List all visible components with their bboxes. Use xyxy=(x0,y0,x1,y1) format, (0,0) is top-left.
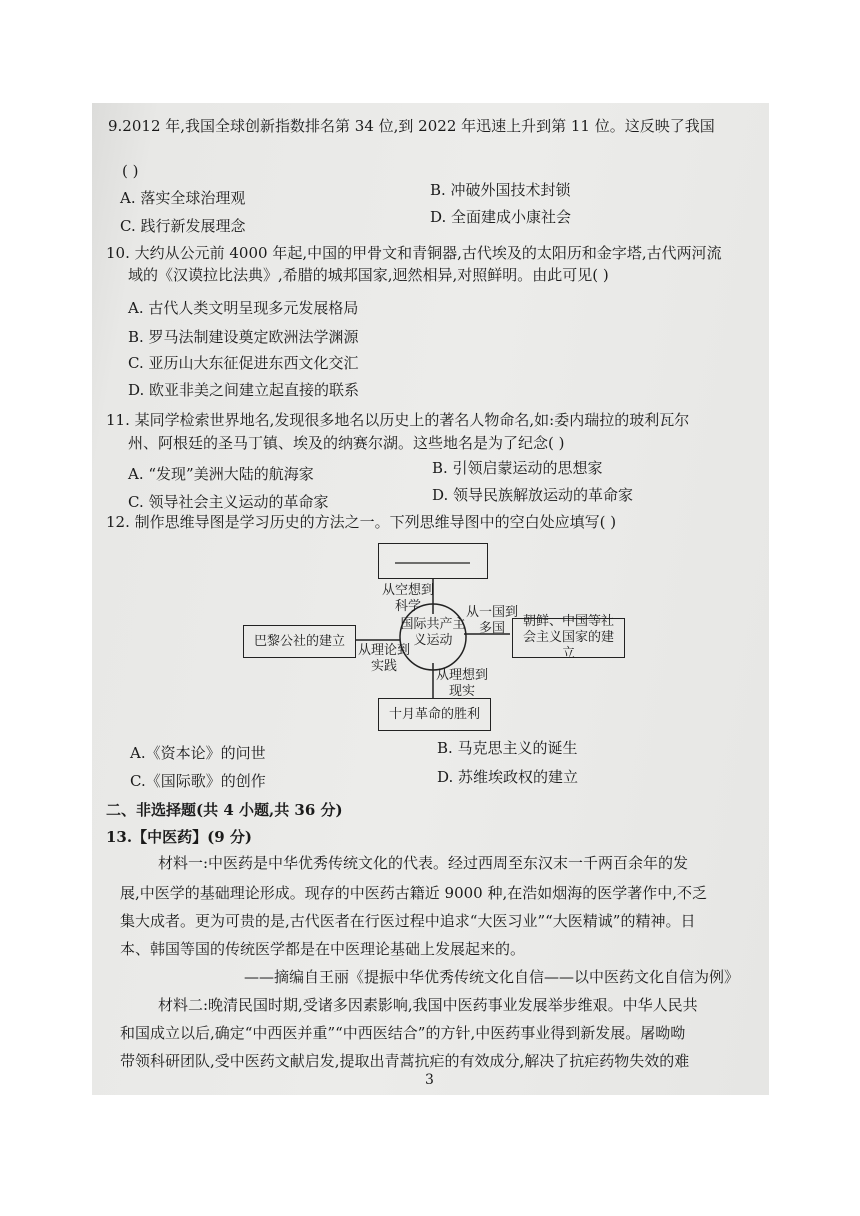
q10-option-a: A. 古代人类文明呈现多元发展格局 xyxy=(128,299,359,317)
section-2-heading: 二、非选择题(共 4 小题,共 36 分) xyxy=(106,801,343,819)
q11-option-a: A. “发现”美洲大陆的航海家 xyxy=(128,465,314,483)
q11-option-d: D. 领导民族解放运动的革命家 xyxy=(432,486,634,504)
q13-material1-line1: 材料一:中医药是中华优秀传统文化的代表。经过西周至东汉末一千两百余年的发 xyxy=(158,854,689,872)
q10-stem-line2: 域的《汉谟拉比法典》,希腊的城邦国家,迥然相异,对照鲜明。由此可见( ) xyxy=(128,266,609,284)
q13-source: ——摘编自王丽《提振中华优秀传统文化自信——以中医药文化自信为例》 xyxy=(244,968,740,986)
q11-option-b: B. 引领启蒙运动的思想家 xyxy=(432,459,603,477)
q10-option-d: D. 欧亚非美之间建立起直接的联系 xyxy=(128,381,360,399)
q13-material1-line3: 集大成者。更为可贵的是,古代医者在行医过程中追求“大医习业”“大医精诚”的精神。日 xyxy=(120,912,696,930)
q13-material1-line4: 本、韩国等国的传统医学都是在中医理论基础上发展起来的。 xyxy=(120,940,526,958)
page-number: 3 xyxy=(425,1072,434,1088)
q12-option-d: D. 苏维埃政权的建立 xyxy=(437,768,579,786)
q12-stem: 12. 制作思维导图是学习历史的方法之一。下列思维导图中的空白处应填写( ) xyxy=(106,513,617,531)
q9-option-c: C. 践行新发展理念 xyxy=(120,217,246,235)
mindmap-center: 国际共产主义运动 xyxy=(400,617,466,648)
q11-stem-line2: 州、阿根廷的圣马丁镇、埃及的纳赛尔湖。这些地名是为了纪念( ) xyxy=(128,434,565,452)
q9-stem: 9.2012 年,我国全球创新指数排名第 34 位,到 2022 年迅速上升到第 11 位。这反映了我国 xyxy=(108,117,715,135)
mindmap-right-box: 朝鲜、中国等社会主义国家的建立 xyxy=(512,618,625,658)
label-right: 从一国到多国 xyxy=(466,605,519,636)
label-bottom: 从理想到现实 xyxy=(436,668,489,699)
q10-option-c: C. 亚历山大东征促进东西文化交汇 xyxy=(128,354,359,372)
q13-material2-line3: 带领科研团队,受中医药文献启发,提取出青蒿抗疟的有效成分,解决了抗疟药物失效的难 xyxy=(120,1052,690,1070)
q9-option-b: B. 冲破外国技术封锁 xyxy=(430,181,571,199)
mindmap-bottom-box: 十月革命的胜利 xyxy=(378,698,491,731)
q11-stem-line1: 11. 某同学检索世界地名,发现很多地名以历史上的著名人物命名,如:委内瑞拉的玻利瓦尔 xyxy=(106,411,690,429)
label-top: 从空想到科学 xyxy=(382,583,435,614)
mindmap-left-box: 巴黎公社的建立 xyxy=(243,625,356,658)
q13-material1-line2: 展,中医学的基础理论形成。现存的中医药古籍近 9000 种,在浩如烟海的医学著作中,不乏 xyxy=(120,884,708,902)
label-left: 从理论到实践 xyxy=(358,643,411,674)
q10-stem-line1: 10. 大约从公元前 4000 年起,中国的甲骨文和青铜器,古代埃及的太阳历和金字塔,古代两河流 xyxy=(106,244,722,262)
q10-option-b: B. 罗马法制建设奠定欧洲法学渊源 xyxy=(128,328,359,346)
q9-paren: ( ) xyxy=(122,162,139,180)
q9-option-a: A. 落实全球治理观 xyxy=(120,189,246,207)
q13-material2-line2: 和国成立以后,确定“中西医并重”“中西医结合”的方针,中医药事业得到新发展。屠呦呦 xyxy=(120,1024,686,1042)
q13-title: 13.【中医药】(9 分) xyxy=(106,828,252,846)
q11-option-c: C. 领导社会主义运动的革命家 xyxy=(128,493,329,511)
q9-option-d: D. 全面建成小康社会 xyxy=(430,208,572,226)
q12-option-c: C.《国际歌》的创作 xyxy=(130,772,266,790)
q13-material2-line1: 材料二:晚清民国时期,受诸多因素影响,我国中医药事业发展举步维艰。中华人民共 xyxy=(158,996,698,1014)
mindmap-blank-box xyxy=(378,543,488,579)
q12-option-b: B. 马克思主义的诞生 xyxy=(437,739,578,757)
q12-option-a: A.《资本论》的问世 xyxy=(130,744,266,762)
